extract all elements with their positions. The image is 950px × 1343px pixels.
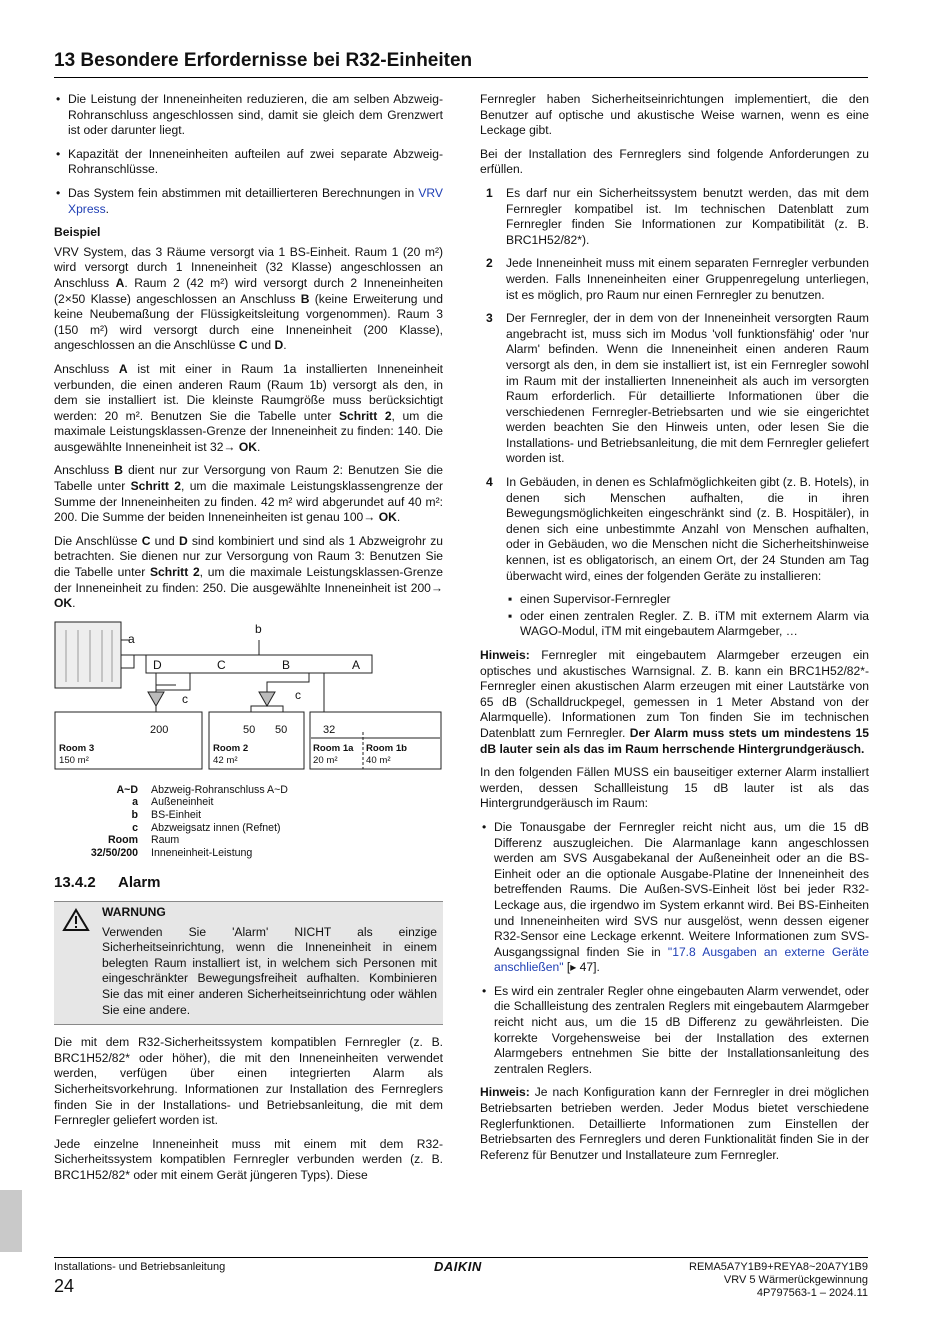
warning-box	[54, 901, 443, 1025]
label-c: c	[295, 687, 301, 702]
label-a: a	[128, 631, 135, 646]
room-1b-area: 40 m²	[366, 754, 391, 766]
capacity-50: 50	[275, 723, 288, 736]
room-1a-area: 20 m²	[313, 754, 338, 766]
list-item: 1 Es darf nur ein Sicherheitssystem benutzt werden, das mit dem Fernregler kompatibel ist. Im technischen Datenblatt zum Fernregler finden Sie Informationen zur Kompatibilität (z. B. BRC1H52/82*).	[486, 185, 869, 247]
right-column	[480, 92, 869, 1171]
paragraph: Bei der Installation des Fernreglers sind folgende Anforderungen zu erfüllen.	[480, 146, 869, 177]
room-2-area: 42 m²	[213, 754, 238, 766]
page-title: 13 Besondere Erfordernisse bei R32-Einheiten	[54, 50, 473, 71]
warning-triangle-icon	[62, 908, 90, 932]
footer-model-info: REMA5A7Y1B9+REYA8~20A7Y1B9 VRV 5 Wärmerückgewinnung 4P797563-1 – 2024.11	[689, 1261, 868, 1299]
page-number: 24	[54, 1276, 75, 1296]
room-3-area: 150 m²	[59, 754, 89, 766]
room-1a-label: Room 1a	[313, 742, 354, 754]
left-column	[54, 92, 443, 1191]
paragraph: In den folgenden Fällen MUSS ein bauseitiger externer Alarm installiert werden, dessen Schallleistung 15 dB lauter ist als das Hintergrundgeräusch im Raum:	[480, 765, 869, 811]
room-2-label: Room 2	[213, 742, 249, 754]
room-3-label: Room 3	[59, 742, 95, 754]
piping-diagram	[54, 620, 443, 776]
note-paragraph: Hinweis: Fernregler mit eingebautem Alarmgeber erzeugen ein optisches und akustisches Warnsignal. Z. B. kann ein BRC1H52/82*-Fernregler einen akustischen Alarm erzeugen mit einer Lautstärke von 65 dB (Schalldruckpegel, gemessen in 1 Meter Abstand von der Alarmquelle). Informationen zum Ton finden Sie im technischen Datenblatt zum Fernregler. Der Alarm muss stets um mindestens 15 dB lauter sein als das im Raum herrschende Hintergrundgeräusch.	[480, 648, 869, 756]
example-paragraph-2: Anschluss A ist mit einer in Raum 1a installierten Inneneinheit verbunden, die einen anderen Raum (Raum 1b) versorgt als den, in dem sie installiert ist. Die kleinste Raumgröße muss berücksichtigt werden: 20 m². Benutzen Sie die Tabelle unter Schritt 2, um die maximale Leistungsklassen-Grenze der Inneneinheit zu finden: 140. Die ausgewählte Inneneinheit ist 32→ OK.	[54, 361, 444, 454]
label-c: c	[182, 691, 188, 706]
capacity-200: 200	[150, 723, 169, 736]
list-item: • Die Leistung der Inneneinheiten reduzieren, die am selben Abzweig-Rohranschluss angeschlossen sind, damit sie gleich dem Grenzwert ist oder darunter liegt.	[56, 92, 443, 138]
list-item: • Das System fein abstimmen mit detaillierteren Berechnungen in VRV Xpress.	[56, 185, 443, 216]
daikin-logo: DAIKIN	[434, 1259, 482, 1274]
example-paragraph-1: VRV System, das 3 Räume versorgt via 1 BS-Einheit. Raum 1 (20 m²) wird versorgt durch 1 Inneneinheit (32 Klasse) angeschlossen an Anschluss A. Raum 2 (42 m²) wird versorgt durch 2 Inneneinheiten (2×50 Klasse) angeschlossen an Anschluss B (keine Erweiterung und keine Neubemaßung der Flüssigkeitsleitung vorgenommen). Raum 3 (150 m²) wird versorgt durch eine Inneneinheit (200 Klasse), angeschlossen an die Anschlüsse C und D.	[54, 244, 443, 353]
label-b: b	[255, 621, 262, 636]
section-heading: 13.4.2 Alarm	[54, 874, 161, 892]
footer-document-name: Installations- und Betriebsanleitung	[54, 1261, 226, 1273]
paragraph: Fernregler haben Sicherheitseinrichtungen implementiert, die den Benutzer auf optische und akustische Weise warnen, wenn es eine Leckage gibt.	[480, 92, 869, 138]
port-d: D	[153, 657, 162, 672]
warning-text: Verwenden Sie 'Alarm' NICHT als einzige Sicherheitseinrichtung, wenn die Inneneinheit in einem belegten Raum installiert ist, in welchem sich Personen mit eingeschränkter Bewegungsfreiheit aufhalten. Kombinieren Sie das mit einer anderen Sicherheitseinrichtung oder wählen Sie eine andere.	[102, 924, 437, 1017]
list-item: • Kapazität der Inneneinheiten aufteilen auf zwei separate Abzweig-Rohranschlüsse.	[56, 146, 443, 177]
bs-unit-box	[146, 655, 372, 673]
note-paragraph: Hinweis: Je nach Konfiguration kann der Fernregler in drei möglichen Betriebsarten betrieben werden. Jeder Modus bietet verschiedene Reglerfunktionen. Detaillierte Informationen zum Einstellen der Betriebsarten des Fernreglers und deren Funktionalität finden Sie in der Referenz für Benutzer und Installateure zum Fernregler.	[480, 1085, 869, 1162]
example-paragraph-4: Die Anschlüsse C und D sind kombiniert und sind als 1 Abzweigrohr zu betrachten. Sie dienen nur zur Versorgung von Raum 3: Benutzen Sie die Tabelle unter Schritt 2, um die maximale Leistungsklassen-Grenze der Inneneinheit zu finden: 250. Die ausgewählte Inneneinheit ist 200→ OK.	[54, 533, 444, 611]
list-item: • Es wird ein zentraler Regler ohne eingebauten Alarm verwendet, oder die Schallleistung des zentralen Reglers mit eingebautem Alarmgeber reicht nicht aus, um die 15 dB Differenz zu gewährleisten. Die korrekte Vorgehensweise bei der Installation des externen Alarmgebers entnehmen Sie bitte der Installationsanleitung des zentralen Reglers.	[482, 983, 869, 1076]
list-item: 3 Der Fernregler, der in dem von der Inneneinheit versorgten Raum angebracht ist, muss sich im Modus 'voll funktionsfähig' oder 'nur Alarm' befinden. Wenn die Inneneinheit einen anderen Raum versorgt als den, in dem sie installiert ist, ist ein Fernregler sowohl im Raum mit der installierten Inneneinheit als auch im versorgten Raum erforderlich. Für detaillierte Informationen über die verschiedenen Fernregler-Betriebsarten und wie sie eingerichtet werden beachten Sie den Hinweis unten, oder lesen Sie die Installations- und Betriebsanleitung, die mit dem Fernregler geliefert worden ist.	[486, 311, 870, 466]
list-item: 4 In Gebäuden, in denen es Schlafmöglichkeiten gibt (z. B. Hotels), in denen sich Menschen aufhalten, die in ihren Bewegungsmöglichkeiten eingeschränkt sind (z. B. Hospitäler), in denen sich eine unbestimmte Anzahl von Menschen aufhalten, oder in Gebäuden, wo die Menschen nicht die Sicherheitshinweise kennen, ist es obligatorisch, an einem Ort, der 24 Stunden am Tag überwacht wird, eines der folgenden Geräte zu installieren: ▪ einen Supervisor-Fernregler ▪ oder einen zentralen Regler. Z. B. iTM mit externem Alarm via WAGO-Modul, iTM mit eingebautem Alarmgeber, …	[486, 475, 869, 639]
vrv-xpress-link[interactable]: VRV Xpress	[68, 185, 443, 216]
example-heading: Beispiel	[54, 225, 101, 240]
section-link[interactable]: "17.8 Ausgaben an externe Geräte anschließen"	[494, 944, 869, 975]
list-item: • Die Tonausgabe der Fernregler reicht nicht aus, um die 15 dB Differenz auszugleichen. Die Alarmanlage kann angeschlossen werden am SVS Ausgabekanal der Außeneinheit oder an die BS-Einheit oder an die optionale Ausgabe-Platine der Inneneinheit des betreffenden Raums. Die Außen-SVS-Einheit löst bei jeder R32-Leckage aus, die irgendwo im System erkannt wird. Bei BS-Einheiten und Inneneinheiten wird SVS nur ausgelöst, wenn dessen eigener R32-Sensor eine Leckage erkennt. Weitere Informationen zum SVS-Ausgangssignal finden Sie in "17.8 Ausgaben an externe Geräte anschließen" [▸ 47].	[482, 819, 869, 975]
capacity-32: 32	[323, 723, 336, 736]
room-1b-label: Room 1b	[366, 742, 408, 754]
footer-rule	[54, 1257, 868, 1258]
port-a: A	[352, 657, 361, 672]
capacity-50: 50	[243, 723, 256, 736]
diagram-legend: A~D Abzweig-Rohranschluss A~D a Außeneinheit b BS-Einheit c Abzweigsatz innen (Refnet) Room Raum 32/50/200 Inneneinheit-Leistung	[90, 783, 288, 859]
example-paragraph-3: Anschluss B dient nur zur Versorgung von Raum 2: Benutzen Sie die Tabelle unter Schritt 2, um die maximale Leistungsklassengrenze der Summe der Inneneinheiten zu finden. 42 m² wird abgerundet auf 40 m²: 200. Die Summe der beiden Inneneinheiten ist genau 100→ OK.	[54, 463, 444, 525]
outdoor-unit-icon	[55, 622, 121, 688]
paragraph: Die mit dem R32-Sicherheitssystem kompatiblen Fernregler (z. B. BRC1H52/82* oder höher), die mit den Inneneinheiten verwendet werden, verfügen über einen integrierten Alarm als Sicherheitsvorkehrung. Informationen zur Installation des Fernreglers finden Sie in der Installations- und Betriebsanleitung, die mit dem Fernregler geliefert worden ist.	[54, 1035, 443, 1128]
port-b: B	[282, 657, 291, 672]
title-rule	[54, 77, 868, 78]
warning-title: WARNUNG	[102, 904, 166, 919]
port-c: C	[217, 657, 226, 672]
list-item: 2 Jede Inneneinheit muss mit einem separaten Fernregler verbunden werden. Falls Inneneinheiten einer Gruppenregelung unterliegen, ist es möglich, pro Raum nur einen Fernregler zu benutzen.	[486, 256, 869, 302]
sub-list-item: ▪ einen Supervisor-Fernregler	[508, 592, 671, 607]
paragraph: Jede einzelne Inneneinheit muss mit einem mit dem R32-Sicherheitssystem kompatiblen Fernregler verbunden werden (z. B. BRC1H52/82* oder mit einem Gerät jüngeren Typs). Diese	[54, 1136, 443, 1182]
sub-list-item: ▪ oder einen zentralen Regler. Z. B. iTM mit externem Alarm via WAGO-Modul, iTM mit eingebautem Alarmgeber, …	[508, 608, 869, 639]
side-tab	[0, 1190, 22, 1252]
